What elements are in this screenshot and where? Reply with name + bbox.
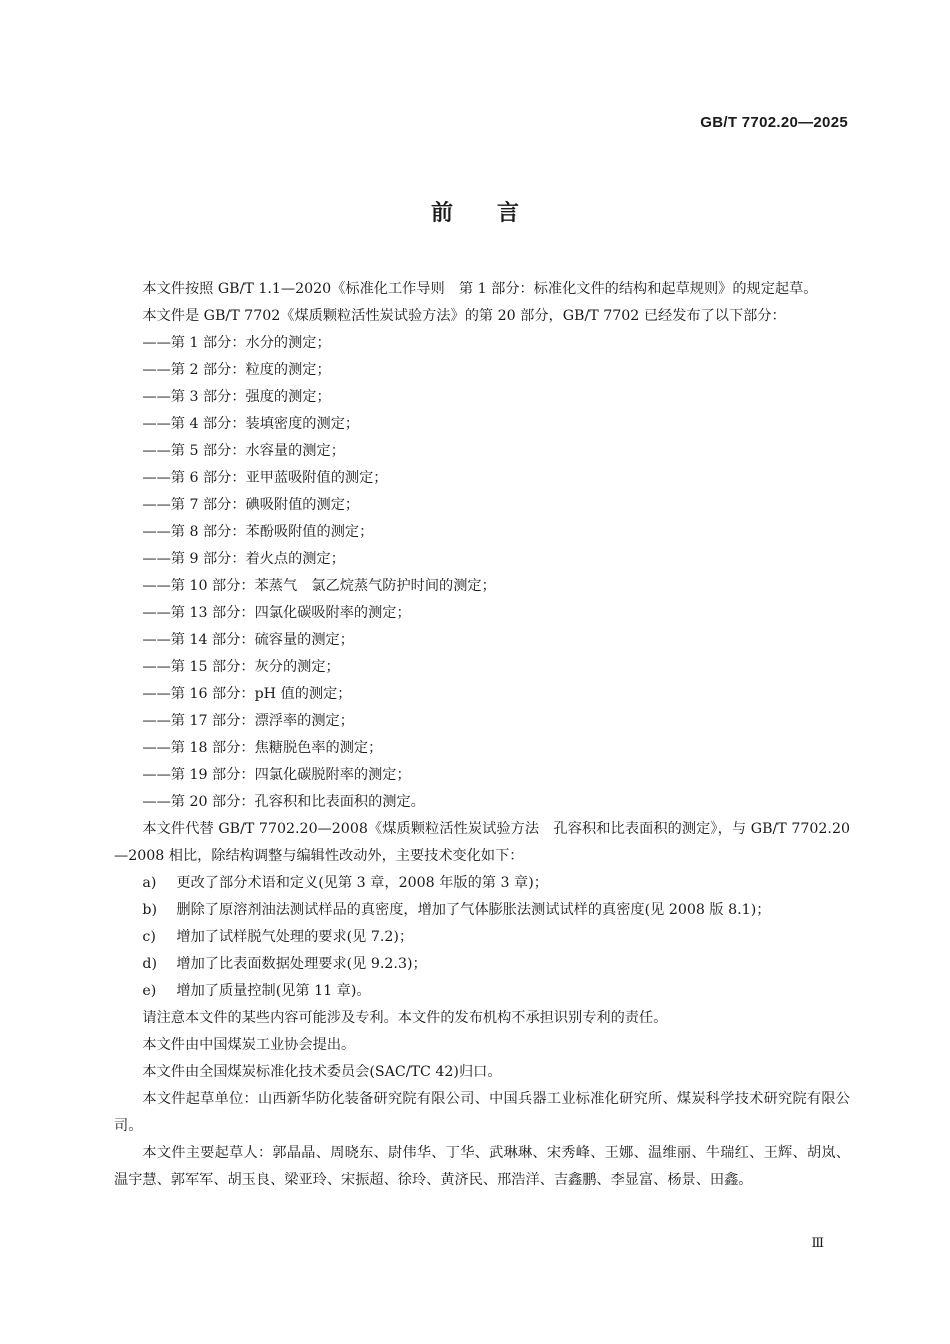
part-item: ——第 14 部分：硫容量的测定；: [142, 632, 354, 648]
document-body: [114, 276, 850, 1194]
part-item: ——第 15 部分：灰分的测定；: [142, 659, 340, 675]
title-char-2: 言: [497, 201, 520, 226]
paragraph-drafting-units: 本文件起草单位：山西新华防化装备研究院有限公司、中国兵器工业标准化研究所、煤炭科学技术研究院有限公司。: [114, 1091, 850, 1134]
paragraph-drafting-rule: 本文件按照 GB/T 1.1—2020《标准化工作导则 第 1 部分：标准化文件的结构和起草规则》的规定起草。: [142, 281, 818, 297]
paragraph-drafters: 本文件主要起草人：郭晶晶、周晓东、尉伟华、丁华、武琳琳、宋秀峰、王娜、温维丽、牛瑞红、王辉、胡岚、温宇慧、郭军军、胡玉良、梁亚玲、宋振超、徐玲、黄济民、邢浩洋、吉鑫鹏、李显富、杨景、田鑫。: [114, 1145, 850, 1188]
part-item: ——第 10 部分：苯蒸气 氯乙烷蒸气防护时间的测定；: [142, 578, 496, 594]
change-text: 增加了比表面数据处理要求(见 9.2.3)；: [176, 956, 427, 972]
page-number: Ⅲ: [811, 1236, 824, 1251]
part-item: ——第 17 部分：漂浮率的测定；: [142, 713, 354, 729]
change-label: c): [142, 929, 156, 945]
page-title: [0, 196, 950, 227]
part-item: ——第 18 部分：焦糖脱色率的测定；: [142, 740, 383, 756]
change-item: [114, 924, 850, 951]
change-label: d): [142, 956, 158, 972]
part-item: ——第 20 部分：孔容积和比表面积的测定。: [142, 794, 425, 810]
change-item: [114, 870, 850, 897]
paragraph-proposer: 本文件由中国煤炭工业协会提出。: [142, 1037, 356, 1053]
part-item: ——第 3 部分：强度的测定；: [142, 389, 331, 405]
part-item: ——第 5 部分：水容量的测定；: [142, 443, 345, 459]
part-item: ——第 4 部分：装填密度的测定；: [142, 416, 360, 432]
part-item: ——第 8 部分：苯酚吸附值的测定；: [142, 524, 374, 540]
standard-number: GB/T 7702.20—2025: [700, 114, 848, 131]
change-text: 删除了原溶剂油法测试样品的真密度，增加了气体膨胀法测试试样的真密度(见 2008 版 8.1)；: [176, 902, 771, 918]
changes-list: [114, 870, 850, 1005]
change-label: b): [142, 902, 158, 918]
part-item: ——第 19 部分：四氯化碳脱附率的测定；: [142, 767, 411, 783]
paragraph-series-intro: 本文件是 GB/T 7702《煤质颗粒活性炭试验方法》的第 20 部分，GB/T 7702 已经发布了以下部分：: [142, 308, 786, 324]
change-item: [114, 951, 850, 978]
part-item: ——第 13 部分：四氯化碳吸附率的测定；: [142, 605, 411, 621]
part-item: ——第 6 部分：亚甲蓝吸附值的测定；: [142, 470, 388, 486]
change-label: e): [142, 983, 157, 999]
part-item: ——第 9 部分：着火点的测定；: [142, 551, 345, 567]
title-char-1: 前: [430, 201, 453, 226]
change-item: [114, 978, 850, 1005]
part-item: ——第 2 部分：粒度的测定；: [142, 362, 331, 378]
change-label: a): [142, 875, 157, 891]
part-item: ——第 1 部分：水分的测定；: [142, 335, 331, 351]
change-text: 增加了试样脱气处理的要求(见 7.2)；: [176, 929, 414, 945]
change-text: 更改了部分术语和定义(见第 3 章，2008 年版的第 3 章)；: [176, 875, 548, 891]
change-text: 增加了质量控制(见第 11 章)。: [176, 983, 371, 999]
part-item: ——第 7 部分：碘吸附值的测定；: [142, 497, 360, 513]
parts-list: [114, 330, 850, 816]
part-item: ——第 16 部分：pH 值的测定；: [142, 686, 352, 702]
paragraph-centralized: 本文件由全国煤炭标准化技术委员会(SAC/TC 42)归口。: [142, 1064, 502, 1080]
paragraph-patent: 请注意本文件的某些内容可能涉及专利。本文件的发布机构不承担识别专利的责任。: [142, 1010, 668, 1026]
change-item: [114, 897, 850, 924]
paragraph-replaces: 本文件代替 GB/T 7702.20—2008《煤质颗粒活性炭试验方法 孔容积和比表面积的测定》，与 GB/T 7702.20—2008 相比，除结构调整与编辑性改动外，主要技术变化如下：: [114, 821, 850, 864]
